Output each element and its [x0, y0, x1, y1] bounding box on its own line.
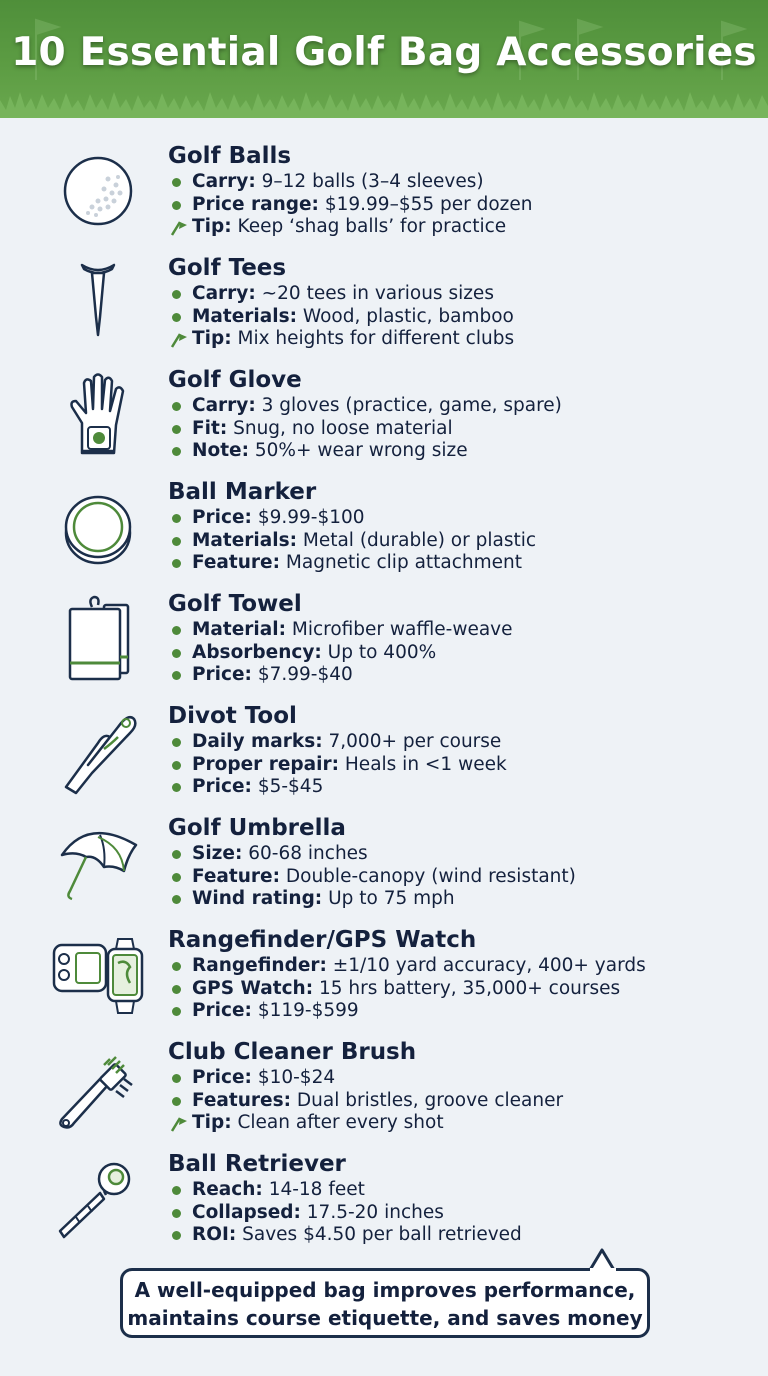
accessory-golf-balls [0, 143, 768, 253]
bullet: Carry: ~20 tees in various sizes [168, 283, 514, 306]
bullet: Price: $9.99-$100 [168, 507, 536, 530]
bullet: Daily marks: 7,000+ per course [168, 731, 507, 754]
bullet: Collapsed: 17.5-20 inches [168, 1202, 522, 1225]
item-title: Ball Marker [168, 479, 317, 505]
item-bullets [168, 843, 576, 911]
item-title: Club Cleaner Brush [168, 1039, 417, 1065]
bullet: Wind rating: Up to 75 mph [168, 888, 576, 911]
bullet: Size: 60-68 inches [168, 843, 576, 866]
accessory-golf-glove [0, 367, 768, 477]
bullet: Proper repair: Heals in <1 week [168, 754, 507, 777]
item-title: Rangefinder/GPS Watch [168, 927, 477, 953]
accessory-rangefinder-gps [0, 927, 768, 1037]
item-bullets [168, 395, 562, 463]
bullet: Carry: 9–12 balls (3–4 sleeves) [168, 171, 533, 194]
divot-tool-icon [48, 703, 148, 803]
item-bullets [168, 1067, 563, 1135]
bullet: Price: $5-$45 [168, 776, 507, 799]
summary-callout [120, 1268, 650, 1338]
bullet: GPS Watch: 15 hrs battery, 35,000+ courses [168, 978, 646, 1001]
umbrella-icon [48, 815, 148, 915]
item-bullets [168, 1179, 522, 1247]
item-title: Golf Towel [168, 591, 302, 617]
bullet: Price: $7.99-$40 [168, 664, 513, 687]
rangefinder-watch-icon [46, 927, 150, 1027]
page-title: 10 Essential Golf Bag Accessories [11, 30, 757, 75]
item-bullets [168, 171, 533, 239]
golf-ball-icon [48, 143, 148, 243]
accessory-golf-tees [0, 255, 768, 365]
bullet: Price: $10-$24 [168, 1067, 563, 1090]
golf-towel-icon [48, 591, 148, 691]
bullet: Note: 50%+ wear wrong size [168, 440, 562, 463]
tip-bullet: Tip: Clean after every shot [168, 1112, 563, 1135]
bullet: Feature: Double-canopy (wind resistant) [168, 866, 576, 889]
bullet: Material: Microfiber waffle-weave [168, 619, 513, 642]
bullet: Materials: Wood, plastic, bamboo [168, 306, 514, 329]
summary-line-2: maintains course etiquette, and saves money [127, 1306, 643, 1330]
ball-marker-icon [48, 479, 148, 579]
item-bullets [168, 731, 507, 799]
item-bullets [168, 619, 513, 687]
bullet: Feature: Magnetic clip attachment [168, 552, 536, 575]
item-title: Golf Tees [168, 255, 287, 281]
bullet: Fit: Snug, no loose material [168, 418, 562, 441]
golf-glove-icon [48, 367, 148, 467]
item-bullets [168, 507, 536, 575]
bullet: Carry: 3 gloves (practice, game, spare) [168, 395, 562, 418]
golf-tee-icon [48, 255, 148, 355]
item-title: Divot Tool [168, 703, 297, 729]
golf-flag-icon [168, 1114, 188, 1132]
accessory-club-cleaner-brush [0, 1039, 768, 1149]
bullet: Reach: 14-18 feet [168, 1179, 522, 1202]
header-banner [0, 0, 768, 118]
bullet: Price: $119-$599 [168, 1000, 646, 1023]
summary-line-1: A well-equipped bag improves performance, [134, 1278, 636, 1302]
club-brush-icon [48, 1039, 148, 1139]
item-title: Golf Balls [168, 143, 292, 169]
bullet: Features: Dual bristles, groove cleaner [168, 1090, 563, 1113]
tip-bullet: Tip: Mix heights for different clubs [168, 328, 514, 351]
bullet: Rangefinder: ±1/10 yard accuracy, 400+ yards [168, 955, 646, 978]
bullet: Absorbency: Up to 400% [168, 642, 513, 665]
item-title: Golf Glove [168, 367, 302, 393]
bullet: Price range: $19.99–$55 per dozen [168, 194, 533, 217]
callout-tail-cover [590, 1268, 616, 1274]
accessory-ball-marker [0, 479, 768, 589]
tip-bullet: Tip: Keep ‘shag balls’ for practice [168, 216, 533, 239]
item-bullets [168, 283, 514, 351]
bullet: Materials: Metal (durable) or plastic [168, 530, 536, 553]
ball-retriever-icon [48, 1151, 148, 1251]
item-title: Golf Umbrella [168, 815, 346, 841]
golf-flag-icon [168, 218, 188, 236]
accessory-divot-tool [0, 703, 768, 813]
item-title: Ball Retriever [168, 1151, 346, 1177]
item-bullets [168, 955, 646, 1023]
golf-flag-icon [168, 330, 188, 348]
accessory-golf-towel [0, 591, 768, 701]
bullet: ROI: Saves $4.50 per ball retrieved [168, 1224, 522, 1247]
accessory-golf-umbrella [0, 815, 768, 925]
accessory-ball-retriever [0, 1151, 768, 1261]
grass-icon [0, 78, 768, 118]
